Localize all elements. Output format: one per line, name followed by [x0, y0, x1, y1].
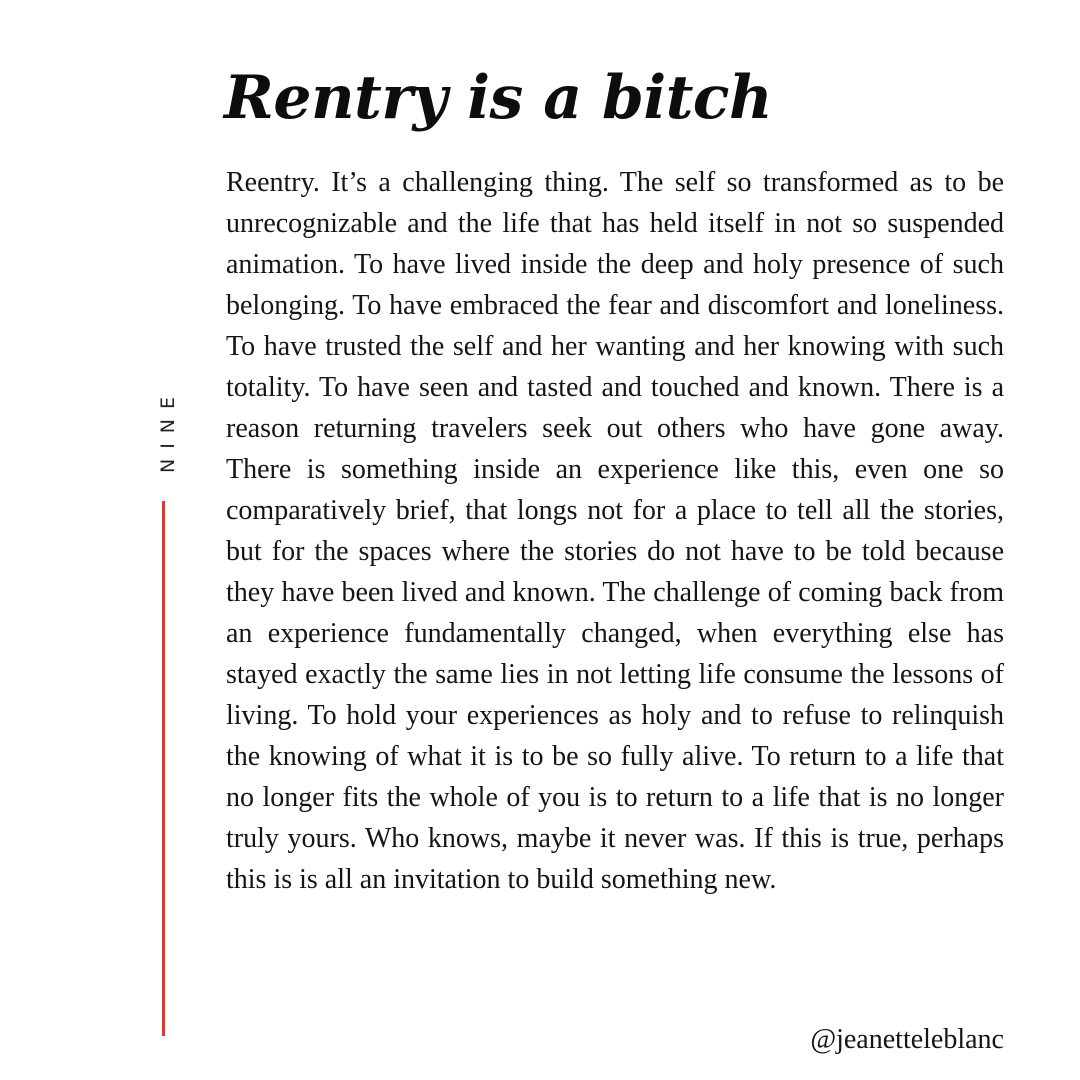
accent-divider	[162, 501, 165, 1036]
page-title: Rentry is a bitch	[224, 63, 773, 133]
body-paragraph: Reentry. It’s a challenging thing. The self so transformed as to be unrecognizable and the life that has held itself in not so suspended animation. To have lived inside the deep and holy presence of such belonging. To have embraced the fear and discomfort and loneliness. To have trusted the self and her wanting and her knowing with such totality. To have seen and tasted and touched and known. There is a reason returning travelers seek out others who have gone away. There is something inside an experience like this, even one so comparatively brief, that longs not for a place to tell all the stories, but for the spaces where the stories do not have to be told because they have been lived and known. The challenge of coming back from an experience fundamentally changed, when everything else has stayed exactly the same lies in not letting life consume the lessons of living. To hold your experiences as holy and to refuse to relinquish the knowing of what it is to be so fully alive. To return to a life that no longer fits the whole of you is to return to a life that is no longer truly yours. Who knows, maybe it never was. If this is true, perhaps this is is all an invitation to build something new.	[226, 167, 1004, 895]
section-label: NINE	[157, 386, 179, 474]
author-handle: @jeanetteleblanc	[810, 1024, 1004, 1055]
